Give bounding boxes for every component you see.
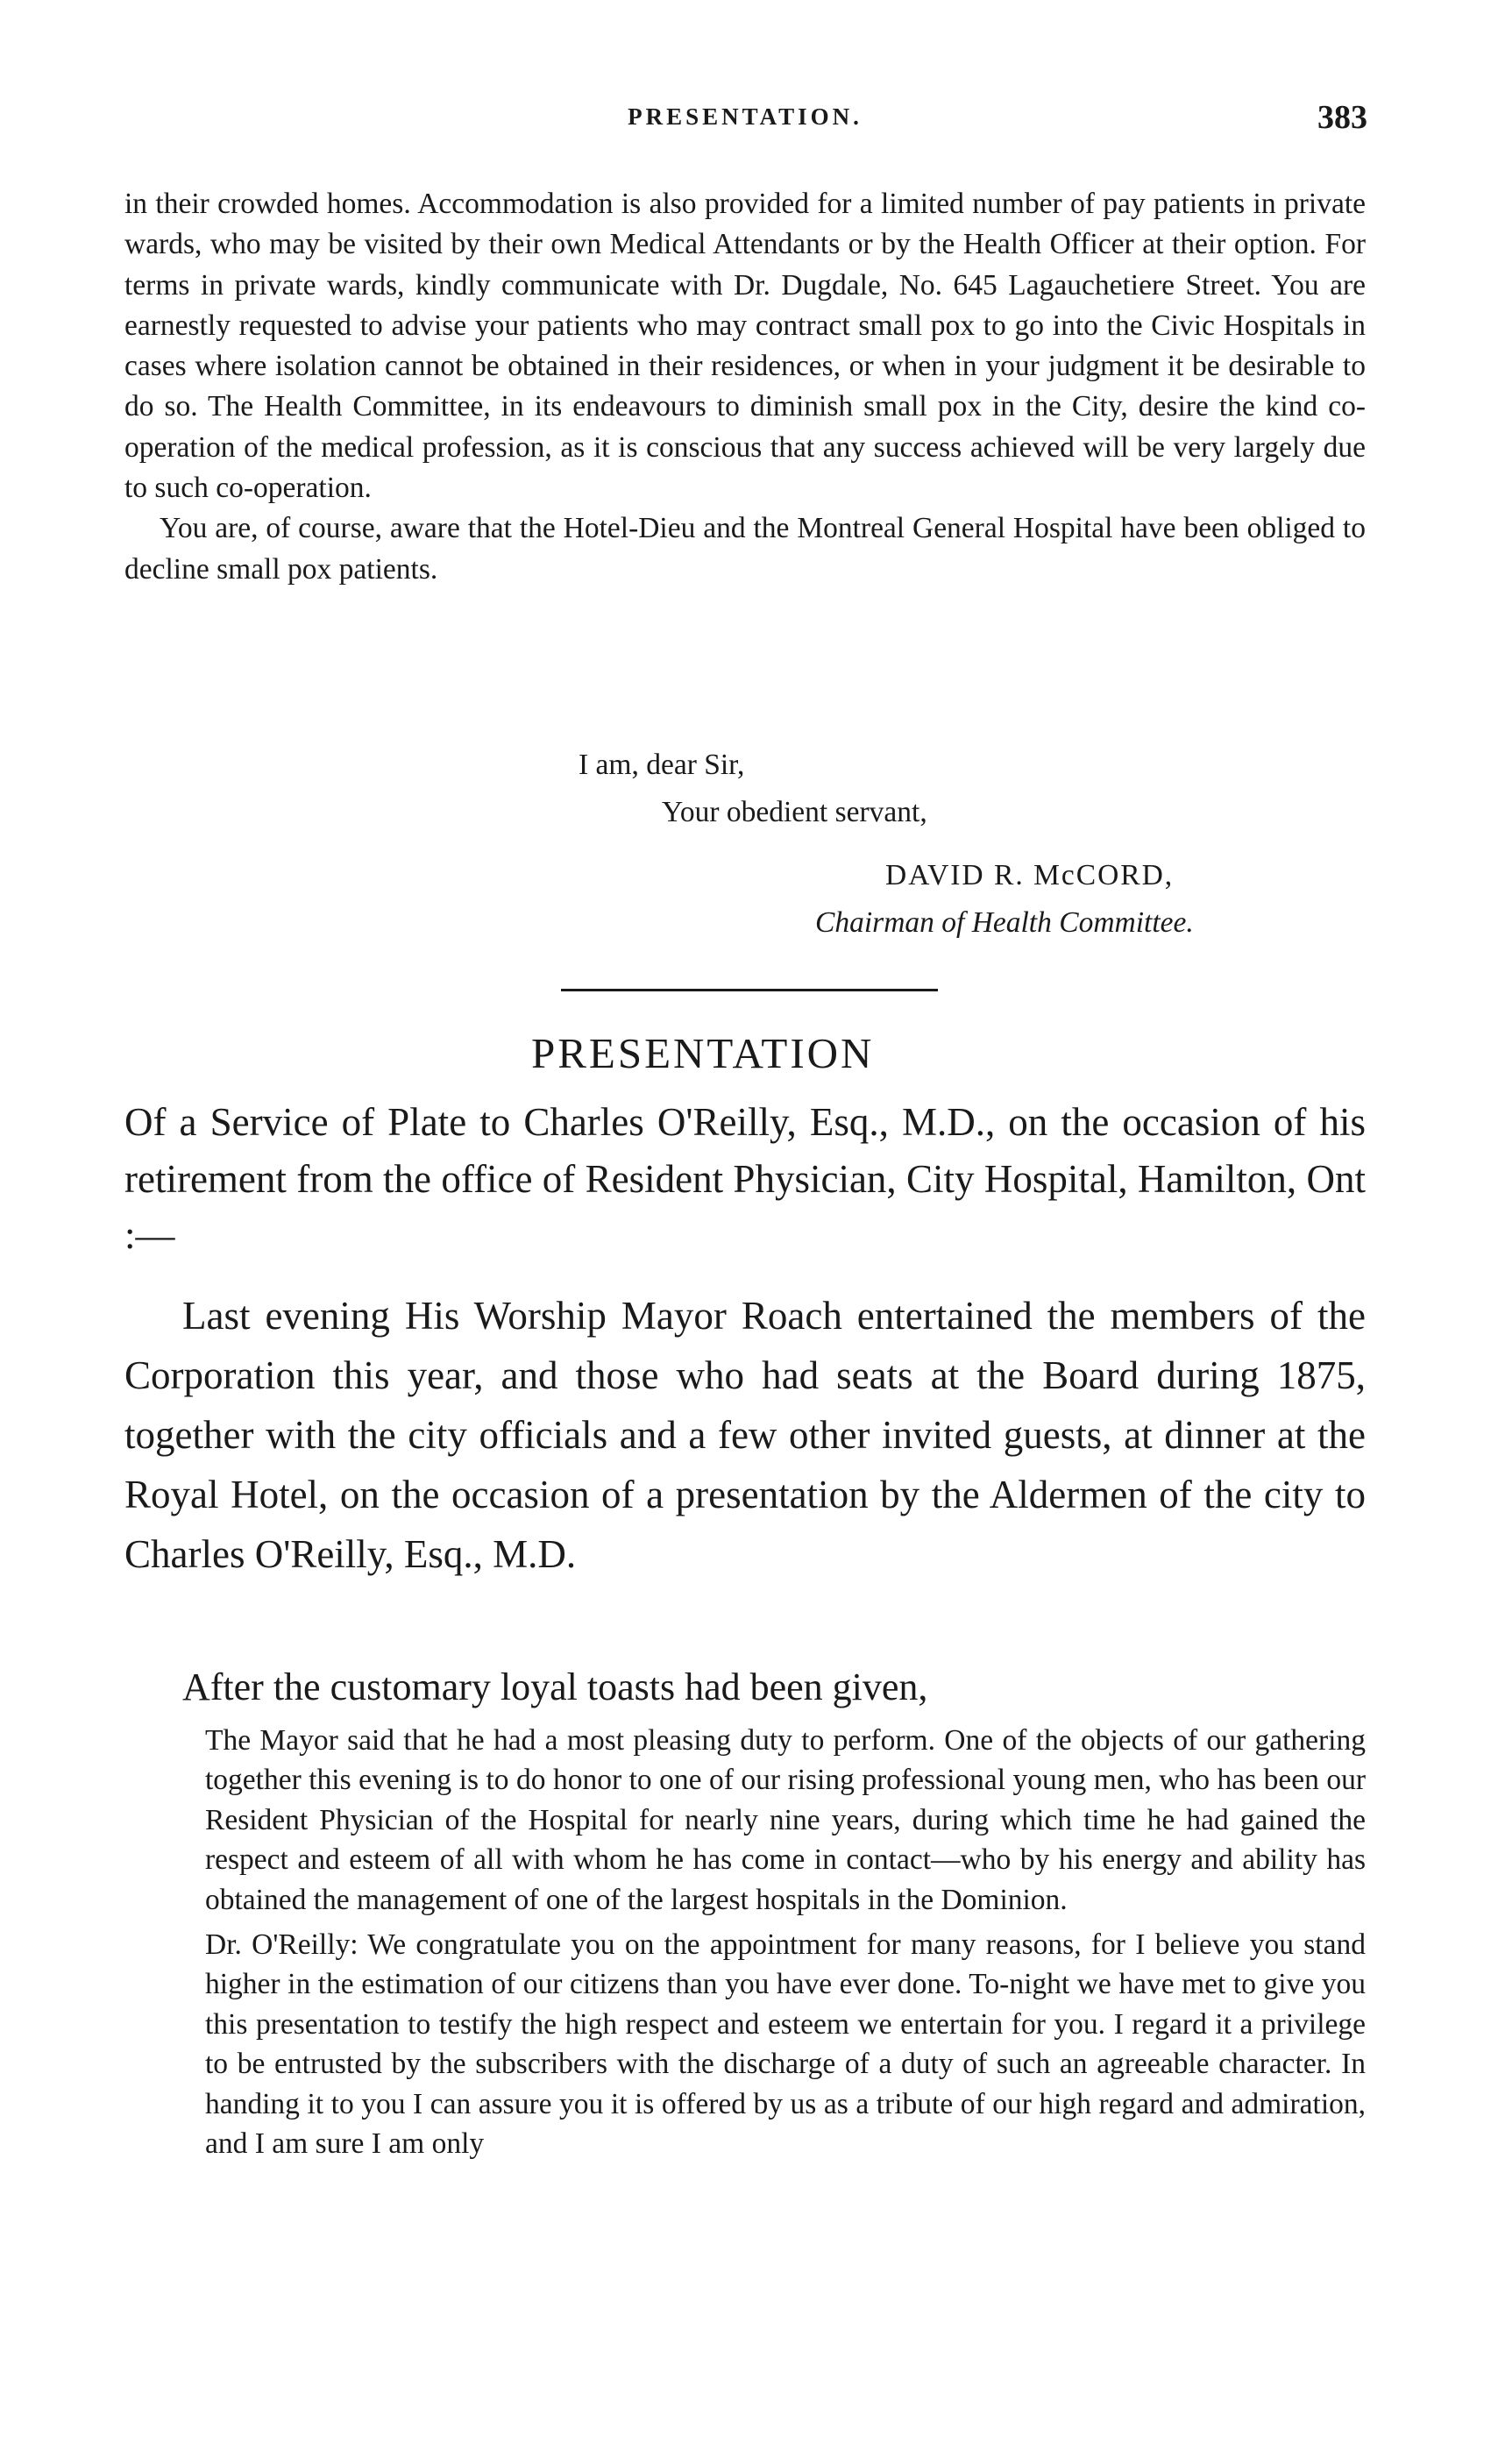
section-subheading [124, 1094, 1366, 1264]
subheading-text: Of a Service of Plate to Charles O'Reilly, Esq., M.D., on the occasion of his retirement from the office of Resident Physician, City Hospital, Hamilton, Ont :— [124, 1100, 1366, 1257]
report-paragraph [124, 1286, 1366, 1584]
letter-signer-role: Chairman of Health Committee. [815, 906, 1194, 939]
page-number: 383 [1317, 99, 1367, 136]
letter-paragraph: in their crowded homes. Accommodation is also provided for a limited number of pay patients in private wards, who may be visited by their own Medical Attendants or by the Health Officer at their option. For terms in private wards, kindly communicate with Dr. Dugdale, No. 645 Lagauchetiere Street. You are earnestly requested to advise your patients who may contract small pox to go into the Civic Hospitals in cases where isolation cannot be obtained in their residences, or when in your judgment it be desirable to do so. The Health Committee, in its endeavours to diminish small pox in the City, desire the kind co-operation of the medical profession, as it is conscious that any success achieved will be very largely due to such co-operation. [124, 188, 1366, 505]
running-head [123, 98, 1367, 147]
letter-greeting: I am, dear Sir, [579, 749, 745, 781]
letter-body [124, 184, 1366, 590]
lead-in-paragraph [124, 1661, 1366, 1714]
report-text: Last evening His Worship Mayor Roach entertained the members of the Corporation this year, and those who had seats at the Board during 1875, together with the city officials and a few other invited guests, at dinner at the Royal Hotel, on the occasion of a presentation by the Aldermen of the city to Charles O'Reilly, Esq., M.D. [124, 1294, 1366, 1576]
letter-closing: Your obedient servant, [662, 796, 927, 828]
letter-paragraph: You are, of course, aware that the Hotel-Dieu and the Montreal General Hospital have been obliged to decline small pox patients. [124, 512, 1366, 586]
speech-block [205, 1721, 1366, 2163]
letter-signer: DAVID R. McCORD, [885, 859, 1175, 891]
lead-in-text: After the customary loyal toasts had been given, [182, 1665, 928, 1708]
speech-paragraph: Dr. O'Reilly: We congratulate you on the appointment for many reasons, for I believe you stand higher in the estimation of our citizens than you have ever done. To-night we have met to give you this presentation to testify the high respect and esteem we entertain for you. I regard it a privilege to be entrusted by the subscribers with the discharge of a duty of such an agreeable character. In handing it to you I can assure you it is offered by us as a tribute of our high regard and admiration, and I am sure I am only [205, 1928, 1366, 2161]
running-title: PRESENTATION. [628, 103, 863, 130]
section-heading: PRESENTATION [531, 1029, 875, 1077]
speech-paragraph: The Mayor said that he had a most pleasing duty to perform. One of the objects of our gathering together this evening is to do honor to one of our rising professional young men, who has been our Resident Physician of the Hospital for nearly nine years, during which time he had gained the respect and esteem of all with whom he has come in contact—who by his energy and ability has obtained the management of one of the largest hospitals in the Dominion. [205, 1724, 1366, 1916]
section-divider [561, 989, 938, 991]
